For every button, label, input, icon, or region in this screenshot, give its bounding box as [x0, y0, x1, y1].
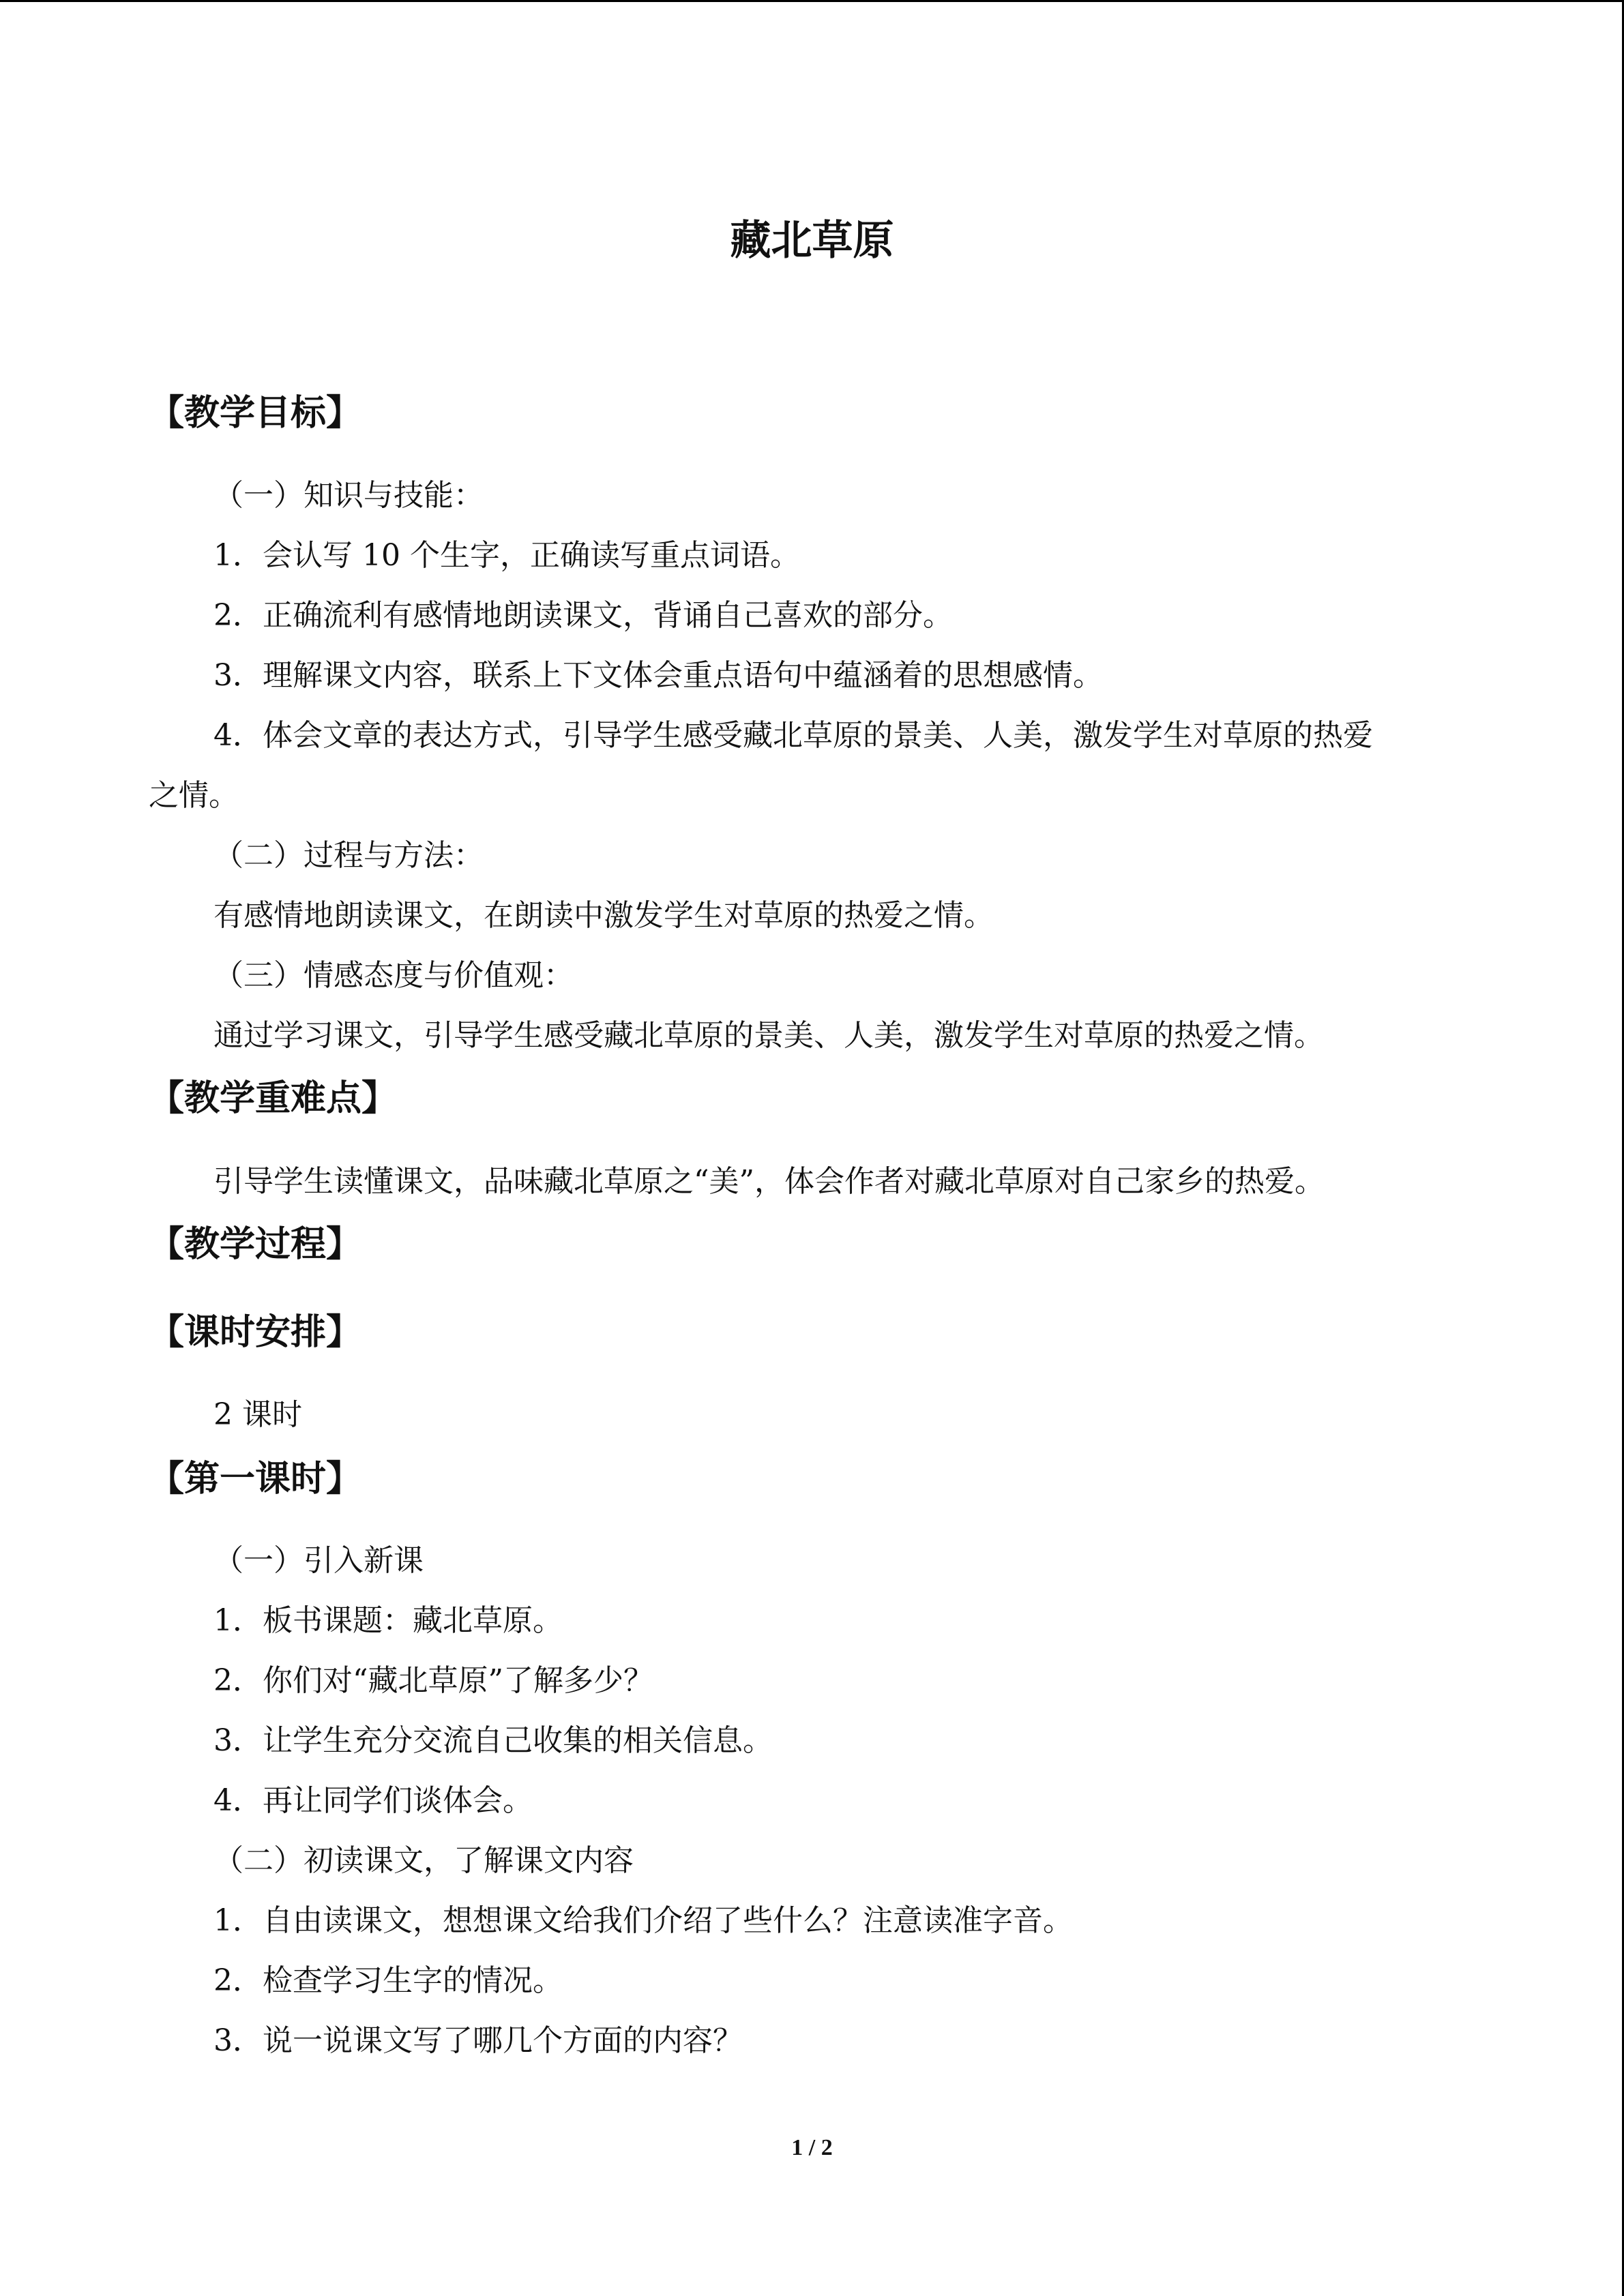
goals-sub-attitude: （三）情感态度与价值观： [213, 958, 574, 993]
key-points-text: 引导学生读懂课文，品味藏北草原之“美”，体会作者对藏北草原对自己家乡的热爱。 [213, 1164, 1325, 1199]
document-title: 藏北草原 [730, 217, 894, 265]
goals-item-4-line2: 之情。 [149, 778, 239, 813]
goals-process-text: 有感情地朗读课文，在朗读中激发学生对草原的热爱之情。 [213, 898, 994, 933]
heading-teaching-process: 【教学过程】 [149, 1224, 362, 1265]
goals-item-4-line1: 4．体会文章的表达方式，引导学生感受藏北草原的景美、人美，激发学生对草原的热爱 [213, 718, 1373, 753]
goals-item-3: 3．理解课文内容，联系上下文体会重点语句中蕴涵着的思想感情。 [213, 658, 1103, 693]
lesson1-sub-intro: （一）引入新课 [213, 1543, 424, 1578]
page-number: 1 / 2 [791, 2135, 833, 2160]
lesson1-item-7: 3．说一说课文写了哪几个方面的内容？ [213, 2023, 743, 2058]
goals-item-1: 1．会认写 10 个生字，正确读写重点词语。 [213, 538, 800, 573]
lesson1-item-2: 2．你们对“藏北草原”了解多少？ [213, 1663, 653, 1698]
page-border-top [0, 0, 1624, 2]
goals-sub-process: （二）过程与方法： [213, 838, 484, 873]
goals-attitude-text: 通过学习课文，引导学生感受藏北草原的景美、人美，激发学生对草原的热爱之情。 [213, 1018, 1324, 1053]
schedule-text: 2 课时 [213, 1397, 302, 1432]
goals-sub-knowledge: （一）知识与技能： [213, 478, 484, 513]
heading-lesson-one: 【第一课时】 [149, 1459, 362, 1500]
lesson1-sub-first-read: （二）初读课文，了解课文内容 [213, 1843, 634, 1878]
heading-teaching-goals: 【教学目标】 [149, 393, 362, 434]
lesson1-item-3: 3．让学生充分交流自己收集的相关信息。 [213, 1723, 773, 1758]
lesson1-item-5: 1．自由读课文，想想课文给我们介绍了些什么？注意读准字音。 [213, 1903, 1073, 1938]
lesson1-item-4: 4．再让同学们谈体会。 [213, 1783, 533, 1818]
lesson1-item-1: 1．板书课题：藏北草原。 [213, 1603, 563, 1638]
lesson1-item-6: 2．检查学习生字的情况。 [213, 1963, 563, 1998]
heading-key-points: 【教学重难点】 [149, 1078, 398, 1119]
heading-schedule: 【课时安排】 [149, 1312, 362, 1353]
goals-item-2: 2．正确流利有感情地朗读课文，背诵自己喜欢的部分。 [213, 598, 953, 633]
